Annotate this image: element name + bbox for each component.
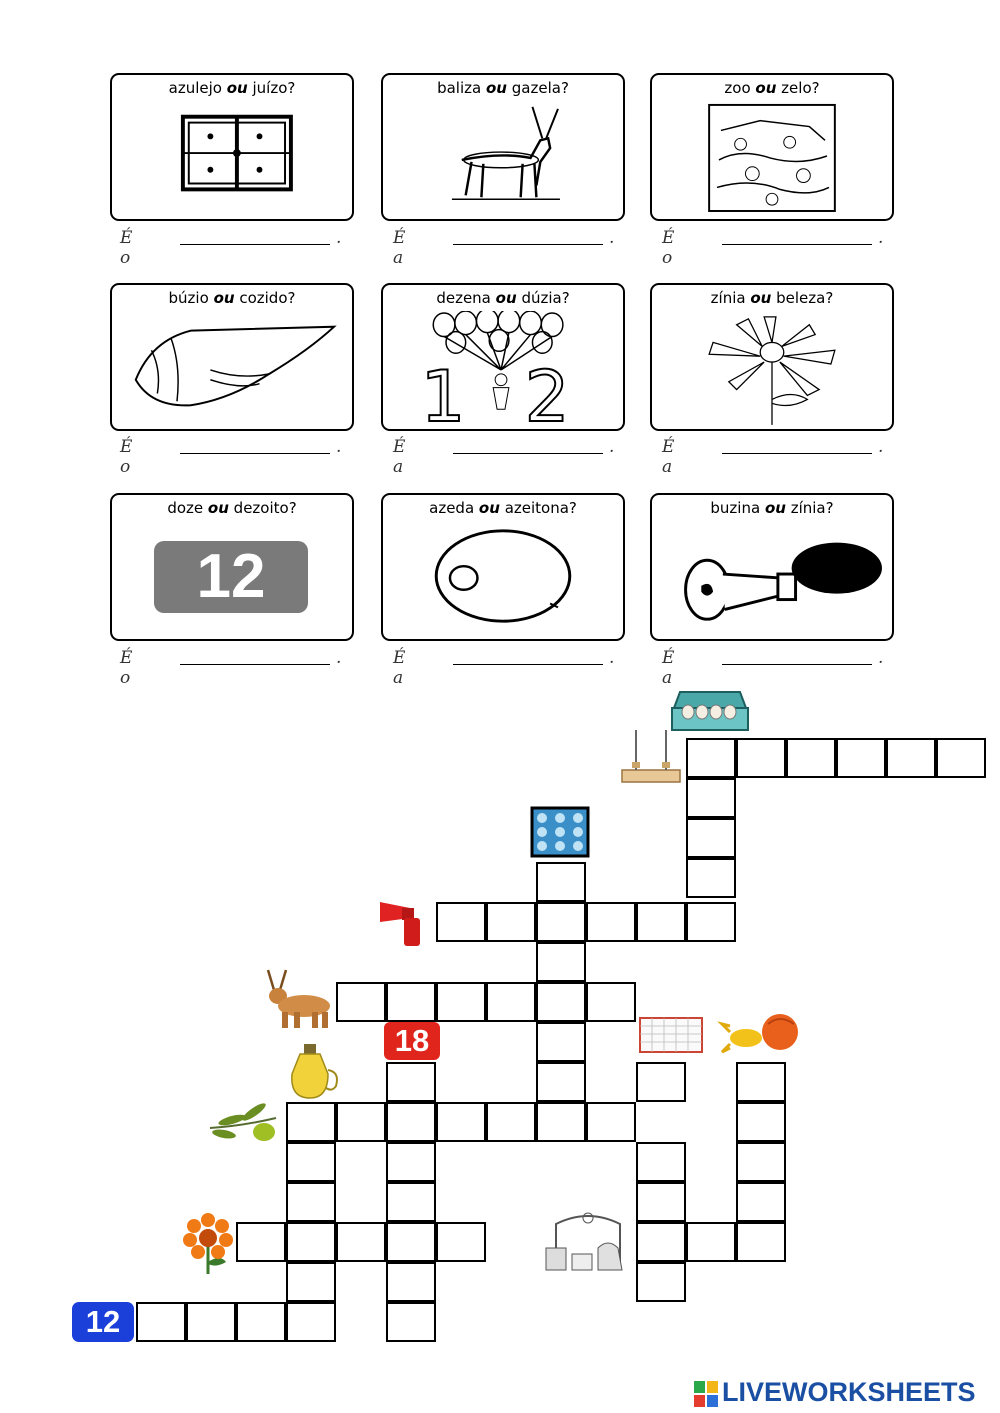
crossword-cell[interactable] <box>286 1262 336 1302</box>
crossword-cell[interactable] <box>636 1182 686 1222</box>
card-4 <box>110 283 354 431</box>
card-question: dezena ou dúzia? <box>436 289 570 307</box>
card-8 <box>381 493 625 641</box>
crossword-cell[interactable] <box>336 1102 386 1142</box>
card-question: zínia ou beleza? <box>710 289 834 307</box>
crossword-cell[interactable] <box>636 1262 686 1302</box>
crossword-cell[interactable] <box>936 738 986 778</box>
badge-twelve: 12 <box>72 1302 134 1342</box>
crossword-cell[interactable] <box>386 1142 436 1182</box>
crossword-cell[interactable] <box>336 1222 386 1262</box>
crossword-cell[interactable] <box>536 862 586 902</box>
card-question: doze ou dezoito? <box>167 499 297 517</box>
crossword-cell[interactable] <box>486 902 536 942</box>
card-question: búzio ou cozido? <box>168 289 296 307</box>
svg-text:2: 2 <box>524 354 570 425</box>
olive-outline-icon <box>393 521 613 635</box>
crossword-cell[interactable] <box>536 982 586 1022</box>
crossword-cell[interactable] <box>286 1302 336 1342</box>
horn-icon <box>662 521 882 635</box>
window-tile-icon <box>122 101 342 215</box>
card-2 <box>381 73 625 221</box>
crossword-cell[interactable] <box>836 738 886 778</box>
crossword-cell[interactable] <box>386 982 436 1022</box>
badge-eighteen: 18 <box>384 1022 440 1060</box>
crossword-cell[interactable] <box>536 942 586 982</box>
crossword-cell[interactable] <box>336 982 386 1022</box>
card-6 <box>650 283 894 431</box>
gazelle-icon <box>393 101 613 215</box>
crossword-cell[interactable] <box>686 1222 736 1262</box>
crossword-cell[interactable] <box>386 1182 436 1222</box>
zoo-icon <box>662 101 882 215</box>
crossword-cell[interactable] <box>736 1222 786 1262</box>
crossword-cell[interactable] <box>536 1022 586 1062</box>
card-question: azeda ou azeitona? <box>429 499 577 517</box>
card-1 <box>110 73 354 221</box>
card-3 <box>650 73 894 221</box>
gazelle-color-icon <box>260 966 336 1032</box>
crossword-cell[interactable] <box>386 1302 436 1342</box>
crossword-cell[interactable] <box>586 902 636 942</box>
crossword-cell[interactable] <box>286 1222 336 1262</box>
crossword-cell[interactable] <box>736 1142 786 1182</box>
card-question: buzina ou zínia? <box>710 499 834 517</box>
crossword-cell[interactable] <box>586 1102 636 1142</box>
crossword-cell[interactable] <box>436 982 486 1022</box>
crossword-cell[interactable] <box>386 1222 436 1262</box>
card-question: azulejo ou juízo? <box>168 79 296 97</box>
oil-bottle-icon <box>278 1040 344 1102</box>
olive-branch-icon <box>206 1096 282 1146</box>
crossword-cell[interactable] <box>386 1262 436 1302</box>
brand-name: LIVEWORKSHEETS <box>722 1377 976 1407</box>
crossword-cell[interactable] <box>436 902 486 942</box>
crossword-cell[interactable] <box>286 1102 336 1142</box>
crossword-cell[interactable] <box>886 738 936 778</box>
crossword-cell[interactable] <box>236 1222 286 1262</box>
zoo-color-icon <box>538 1208 636 1274</box>
crossword-cell[interactable] <box>686 902 736 942</box>
crossword-cell[interactable] <box>486 982 536 1022</box>
crossword-cell[interactable] <box>536 1102 586 1142</box>
crossword-cell[interactable] <box>586 982 636 1022</box>
crossword-cell[interactable] <box>736 1182 786 1222</box>
crossword-cell[interactable] <box>436 1222 486 1262</box>
crossword-cell[interactable] <box>186 1302 236 1342</box>
crossword-cell[interactable] <box>636 1222 686 1262</box>
crossword-cell[interactable] <box>686 778 736 818</box>
crossword-cell[interactable] <box>736 738 786 778</box>
abacus-icon <box>618 726 684 786</box>
balloons-twelve-icon <box>393 311 613 425</box>
crossword-cell[interactable] <box>686 818 736 858</box>
goalpost-icon <box>636 1014 706 1056</box>
card-7 <box>110 493 354 641</box>
crossword-cell[interactable] <box>636 902 686 942</box>
blue-tile-icon <box>530 806 590 858</box>
crossword-cell[interactable] <box>386 1102 436 1142</box>
seashell-icon <box>122 311 342 425</box>
crossword-cell[interactable] <box>436 1102 486 1142</box>
orange-flower-icon <box>180 1212 236 1276</box>
crossword-cell[interactable] <box>686 858 736 898</box>
flower-outline-icon <box>662 311 882 425</box>
crab-shell-icon <box>716 1010 806 1064</box>
crossword-cell[interactable] <box>786 738 836 778</box>
crossword-cell[interactable] <box>536 902 586 942</box>
crossword-cell[interactable] <box>736 1102 786 1142</box>
card-question: zoo ou zelo? <box>724 79 820 97</box>
crossword-cell[interactable] <box>236 1302 286 1342</box>
crossword-cell[interactable] <box>536 1062 586 1102</box>
crossword-cell[interactable] <box>636 1062 686 1102</box>
crossword-cell[interactable] <box>486 1102 536 1142</box>
crossword-cell[interactable] <box>736 1062 786 1102</box>
card-question: baliza ou gazela? <box>437 79 569 97</box>
card-5 <box>381 283 625 431</box>
number-twelve-icon: 12 <box>154 541 308 613</box>
crossword-cell[interactable] <box>136 1302 186 1342</box>
crossword-cell[interactable] <box>636 1142 686 1182</box>
brand-mark-icon <box>694 1381 718 1407</box>
crossword-cell[interactable] <box>386 1062 436 1102</box>
card-9 <box>650 493 894 641</box>
crossword-cell[interactable] <box>286 1182 336 1222</box>
crossword-cell[interactable] <box>686 738 736 778</box>
brand-logo[interactable] <box>694 1375 994 1411</box>
red-horn-icon <box>376 896 434 950</box>
svg-text:1: 1 <box>420 354 466 425</box>
crossword-cell[interactable] <box>286 1142 336 1182</box>
